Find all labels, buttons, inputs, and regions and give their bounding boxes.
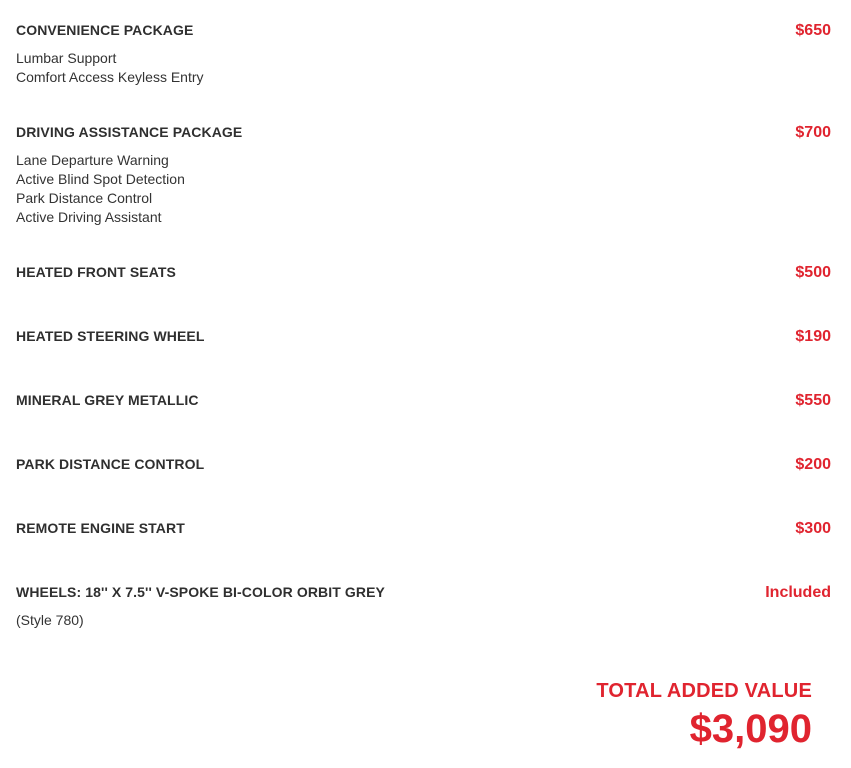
option-price: $500 <box>795 264 831 281</box>
option-detail-item: Active Driving Assistant <box>16 209 162 225</box>
option-row-heated-front-seats <box>16 264 831 282</box>
option-price: Included <box>765 584 831 601</box>
option-detail-item: Lane Departure Warning <box>16 152 169 168</box>
option-name: DRIVING ASSISTANCE PACKAGE <box>16 124 243 140</box>
option-header <box>16 584 831 602</box>
option-price: $190 <box>795 328 831 345</box>
option-header <box>16 264 831 282</box>
option-header <box>16 124 831 142</box>
option-price: $200 <box>795 456 831 473</box>
option-detail-item: (Style 780) <box>16 612 84 628</box>
option-price: $700 <box>795 124 831 141</box>
option-detail-item: Lumbar Support <box>16 50 117 66</box>
option-details <box>16 151 831 227</box>
option-row-heated-steering-wheel <box>16 328 831 346</box>
option-header <box>16 456 831 474</box>
option-header <box>16 520 831 538</box>
option-name: REMOTE ENGINE START <box>16 520 185 536</box>
option-name: WHEELS: 18'' X 7.5'' V-SPOKE BI-COLOR ORBIT GREY <box>16 584 385 600</box>
option-header <box>16 328 831 346</box>
option-price: $650 <box>795 22 831 39</box>
option-row-convenience-package <box>16 22 831 87</box>
option-header <box>16 392 831 410</box>
option-price: $550 <box>795 392 831 409</box>
option-row-mineral-grey-metallic <box>16 392 831 410</box>
option-name: HEATED FRONT SEATS <box>16 264 176 280</box>
option-name: MINERAL GREY METALLIC <box>16 392 199 408</box>
option-name: PARK DISTANCE CONTROL <box>16 456 205 472</box>
total-label: TOTAL ADDED VALUE <box>596 680 812 702</box>
option-row-remote-engine-start <box>16 520 831 538</box>
total-value: $3,090 <box>689 707 812 751</box>
option-price: $300 <box>795 520 831 537</box>
option-detail-item: Park Distance Control <box>16 190 153 206</box>
option-name: CONVENIENCE PACKAGE <box>16 22 194 38</box>
option-row-park-distance-control <box>16 456 831 474</box>
option-name: HEATED STEERING WHEEL <box>16 328 205 344</box>
total-added-value <box>596 680 812 751</box>
option-details <box>16 49 831 87</box>
option-detail-item: Comfort Access Keyless Entry <box>16 69 204 85</box>
option-row-wheels <box>16 584 831 630</box>
option-detail-item: Active Blind Spot Detection <box>16 171 185 187</box>
option-header <box>16 22 831 40</box>
option-row-driving-assistance-package <box>16 124 831 227</box>
option-details <box>16 611 831 630</box>
